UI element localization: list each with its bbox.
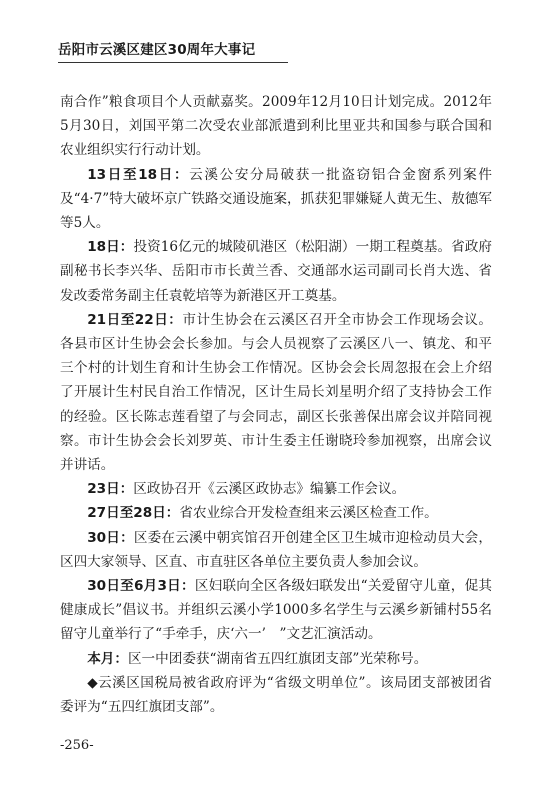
paragraph-text: 区一中团委获“湖南省五四红旗团支部”光荣称号。 bbox=[127, 650, 428, 667]
paragraph-text: 区政协召开《云溪区政协志》编纂工作会议。 bbox=[133, 481, 406, 498]
paragraph-text: 区委在云溪中朝宾馆召开创建全区卫生城市迎检动员大会，区四大家领导、区直、市直驻区各单位主要负责人参加会议。 bbox=[60, 529, 492, 570]
page-number: -256- bbox=[60, 738, 94, 753]
paragraph-text: ◆云溪区国税局被省政府评为“省级文明单位”。该局团支部被团省委评为“五四红旗团支部”。 bbox=[60, 674, 492, 716]
paragraph-entry bbox=[60, 647, 492, 671]
paragraph-text: 南合作”粮食项目个人贡献嘉奖。2009年12月10日计划完成。2012年5月30日，刘国平第二次受农业部派遣到利比里亚共和国参与联合国和农业组织实行行动计划。 bbox=[60, 94, 492, 159]
date-label: 30日至6月3日： bbox=[87, 578, 195, 595]
date-label: 23日： bbox=[87, 481, 134, 498]
paragraph-text: 投资16亿元的城陵矶港区（松阳湖）一期工程奠基。省政府副秘书长李兴华、岳阳市市长黄兰香、交通部水运司副司长肖大选、省发改委常务副主任袁乾培等为新港区开工奠基。 bbox=[60, 239, 493, 304]
paragraph-text: 区妇联向全区各级妇联发出“关爱留守儿童，促其健康成长”倡议书。并组织云溪小学1000多名学生与云溪乡新铺村55名留守儿童举行了“手牵手，庆‘六一’ ”文艺汇演活动。 bbox=[60, 578, 492, 643]
paragraph-text: 市计生协会在云溪区召开全市协会工作现场会议。各县市区计生协会会长参加。与会人员视察了云溪区八一、镇龙、和平三个村的计划生育和计生协会工作情况。区协会会长周忽报在会上介绍了开展计生村民自治工作情况，区计生局长刘星明介绍了支持协会工作的经验。区长陈志莲看望了与会同志，副区长张善保出席会议并陪同视察。市计生协会会长刘罗英、市计生委主任谢晓玲参加视察，出席会议并讲话。 bbox=[60, 311, 492, 474]
paragraph-text: 省农业综合开发检查组来云溪区检查工作。 bbox=[179, 505, 438, 522]
header-rule bbox=[58, 62, 288, 63]
paragraph-continuation bbox=[60, 90, 492, 163]
paragraph-entry bbox=[60, 501, 492, 525]
paragraph-entry bbox=[60, 163, 492, 236]
paragraph-entry bbox=[60, 574, 492, 647]
paragraph-entry bbox=[60, 308, 492, 477]
page-body bbox=[60, 90, 492, 719]
paragraph-entry bbox=[60, 477, 492, 501]
paragraph-entry bbox=[60, 235, 492, 308]
date-label: 27日至28日： bbox=[87, 505, 180, 522]
date-label: 30日： bbox=[87, 529, 134, 546]
date-label: 13日至18日： bbox=[87, 166, 190, 183]
paragraph-entry bbox=[60, 526, 492, 574]
paragraph-bullet bbox=[60, 671, 492, 719]
date-label: 本月： bbox=[87, 650, 128, 667]
running-header: 岳阳市云溪区建区30周年大事记 bbox=[58, 42, 256, 58]
date-label: 18日： bbox=[87, 239, 134, 256]
paragraph-text: 云溪公安分局破获一批盗窃铝合金窗系列案件及“4·7”特大破坏京广铁路交通设施案，抓获犯罪嫌疑人黄无生、敖德军等5人。 bbox=[60, 166, 492, 232]
date-label: 21日至22日： bbox=[87, 311, 183, 328]
